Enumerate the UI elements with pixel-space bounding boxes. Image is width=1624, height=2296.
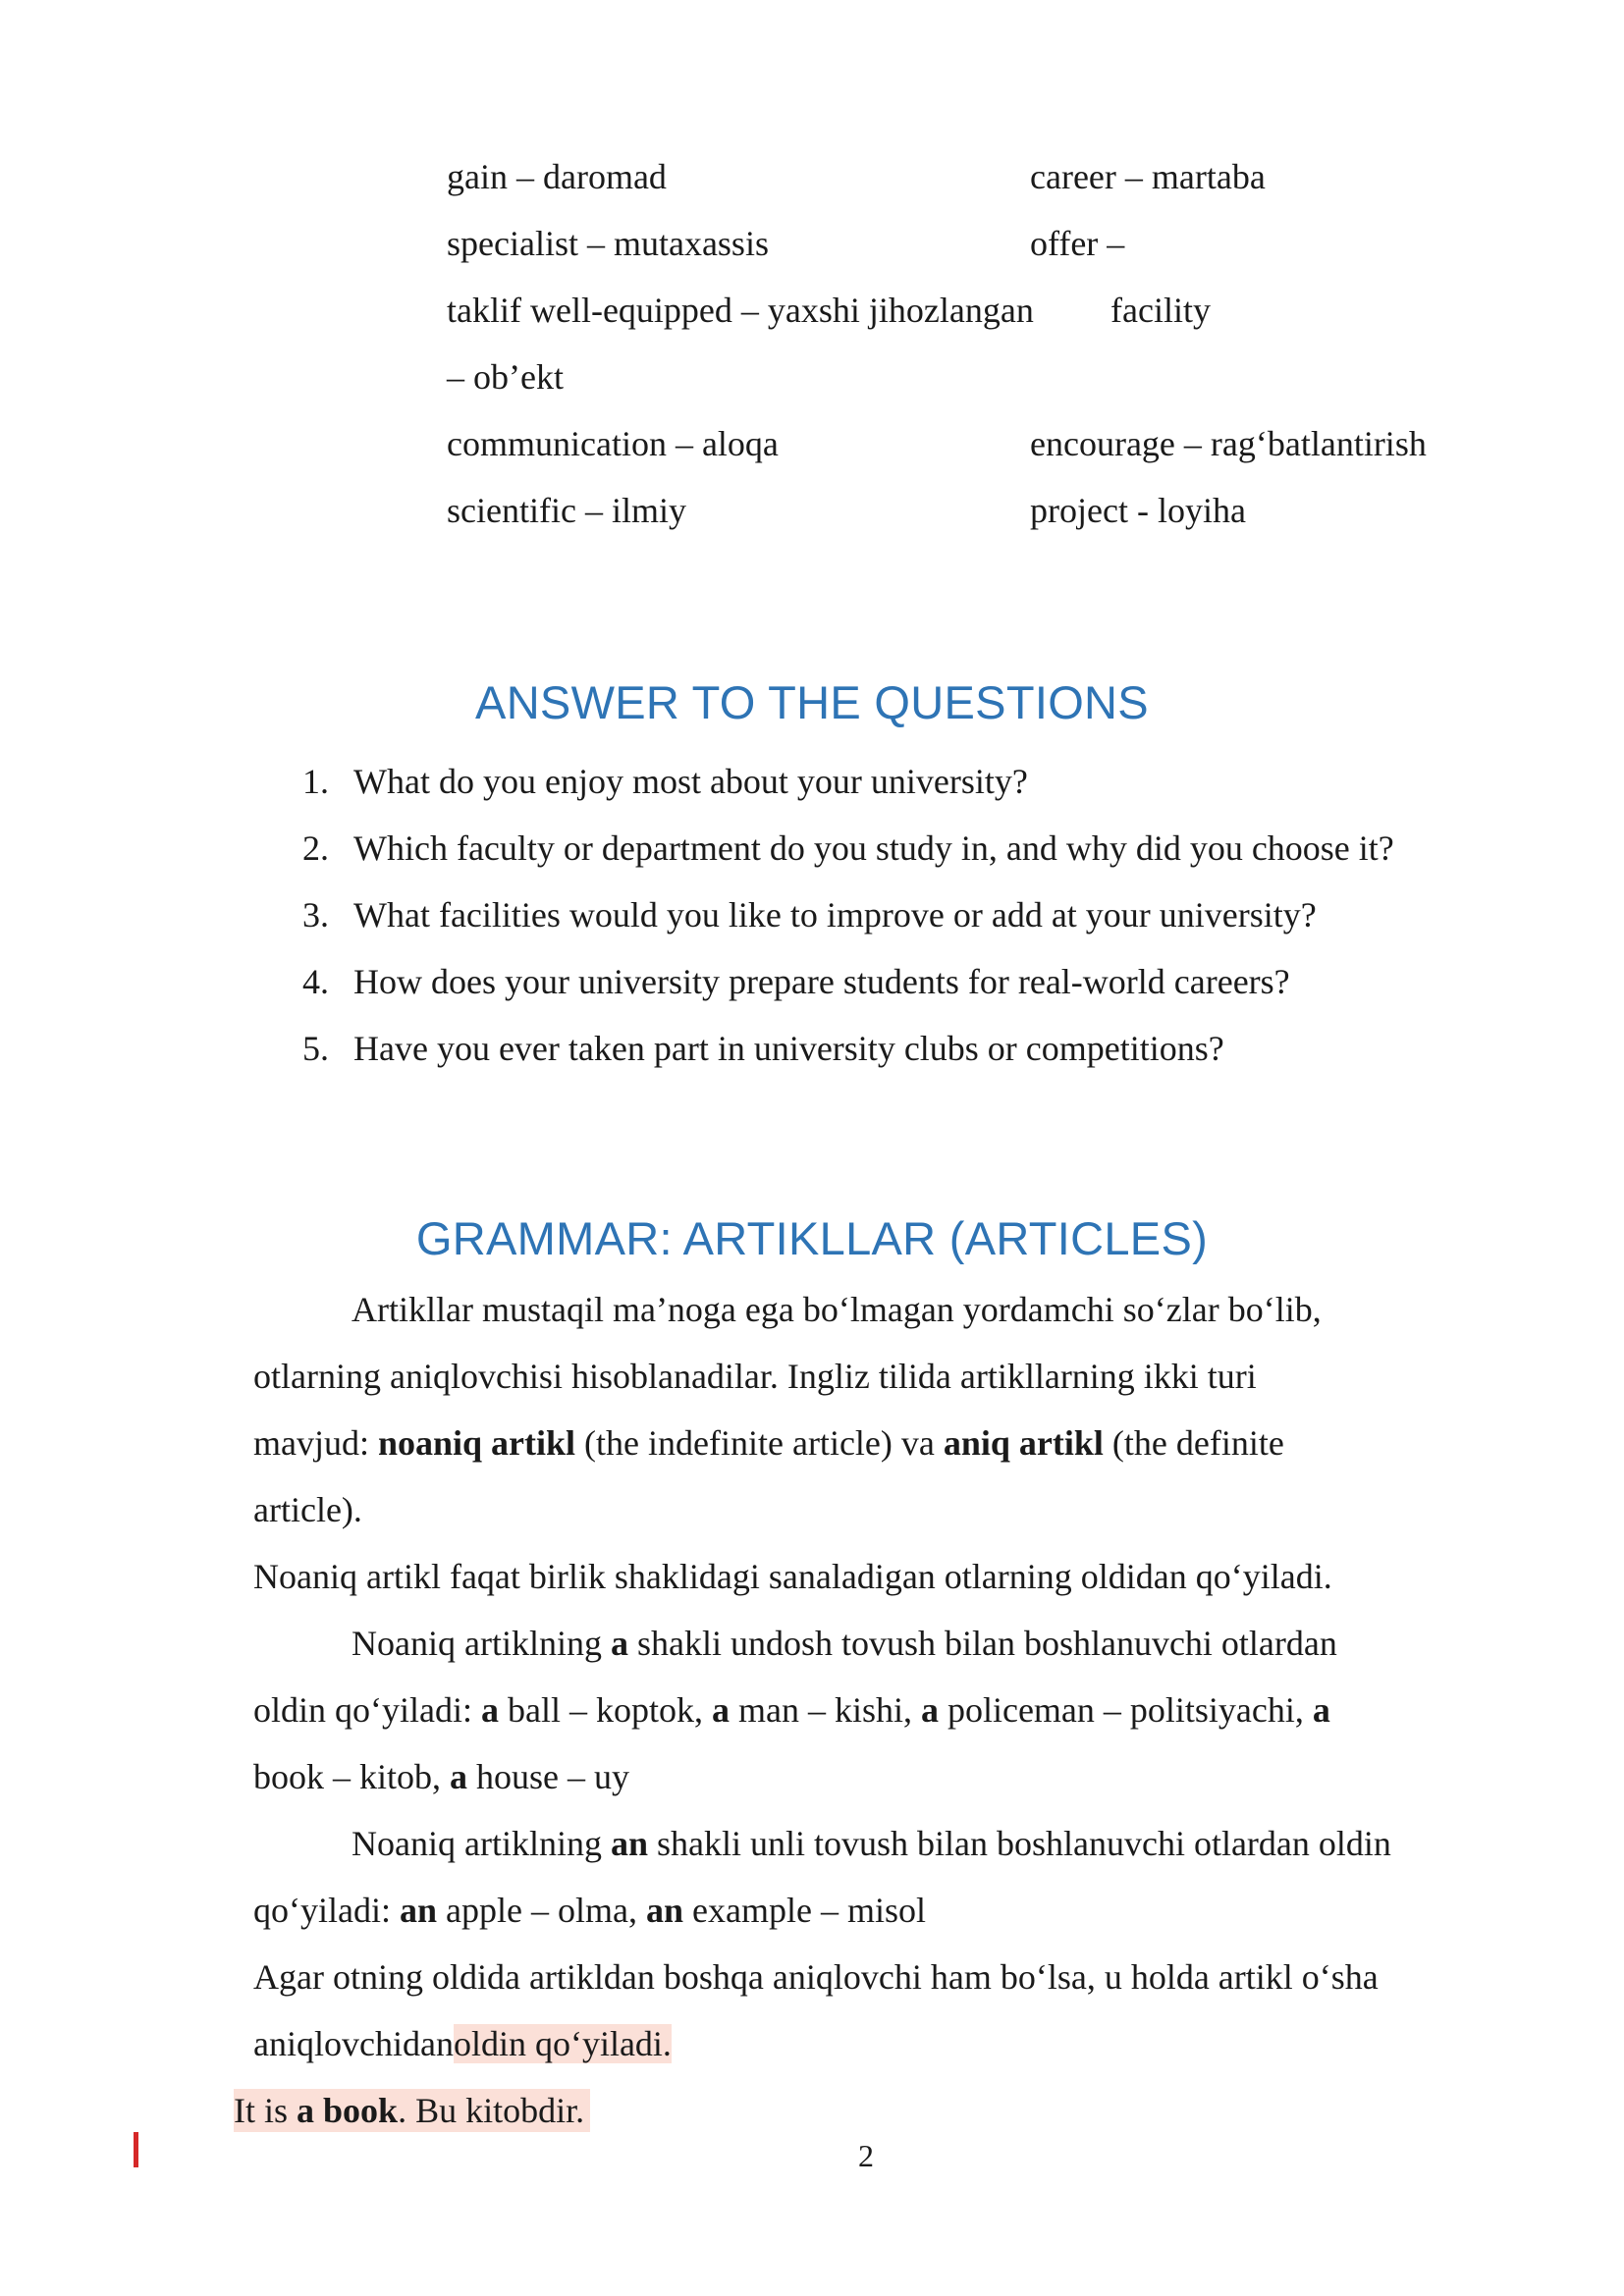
grammar-paragraph-line [253, 1555, 1332, 1598]
text-run: (the indefinite article) va [575, 1423, 944, 1463]
bold-term: an [610, 1824, 648, 1863]
text-run: policeman – politsiyachi, [938, 1690, 1313, 1730]
text-run: Artikllar mustaqil ma’noga ega bo‘lmagan yordamchi so‘zlar bo‘lib, [352, 1290, 1322, 1329]
text-run: man – kishi, [729, 1690, 921, 1730]
text-run: shakli unli tovush bilan boshlanuvchi otlardan oldin [647, 1824, 1391, 1863]
grammar-paragraph-line [253, 2022, 672, 2065]
text-run: Noaniq artikl faqat birlik shaklidagi sanaladigan otlarning oldidan qo‘yiladi. [253, 1557, 1332, 1596]
vocab-offer: offer – [1030, 224, 1125, 263]
vocab-communication: communication – aloqa [447, 424, 779, 463]
questions-heading: ANSWER TO THE QUESTIONS [475, 676, 1149, 728]
text-run: Noaniq artiklning [352, 1624, 611, 1663]
text-run: otlarning aniqlovchisi hisoblanadilar. Ingliz tilida artikllarning ikki turi [253, 1357, 1257, 1396]
bold-term: aniq artikl [943, 1423, 1104, 1463]
text-run: shakli undosh tovush bilan boshlanuvchi otlardan [627, 1624, 1337, 1663]
question-number: 4. [302, 962, 329, 1001]
bold-term: a [450, 1757, 468, 1796]
text-run: mavjud: [253, 1423, 378, 1463]
vocab-obekt: – ob’ekt [447, 357, 564, 397]
text-run: . Bu kitobdir. [398, 2091, 585, 2130]
vocab-taklif-line: taklif well-equipped – yaxshi jihozlangan [447, 291, 1034, 330]
text-run: qo‘yiladi: [253, 1891, 400, 1930]
bold-term: an [399, 1891, 438, 1930]
text-run: It is [234, 2091, 298, 2130]
question-item [302, 893, 1530, 936]
grammar-paragraph-line [253, 1755, 629, 1798]
grammar-paragraph-line [253, 1355, 1257, 1398]
bold-term: a [610, 1624, 628, 1663]
vocab-facility: facility [1110, 291, 1211, 330]
question-item [302, 760, 1530, 803]
vocab-project: project - loyiha [1030, 491, 1246, 530]
bold-term: a [920, 1690, 939, 1730]
text-run: house – uy [467, 1757, 630, 1796]
highlighted-text: oldin qo‘yiladi. [453, 2024, 672, 2063]
question-number: 5. [302, 1029, 329, 1068]
grammar-paragraph-line [253, 1889, 926, 1932]
grammar-paragraph-line [352, 1622, 1337, 1665]
vocab-encourage: encourage – rag‘batlantirish [1030, 424, 1427, 463]
question-text: Which faculty or department do you study in, and why did you choose it? [353, 828, 1394, 868]
page-number: 2 [858, 2138, 874, 2173]
question-number: 2. [302, 828, 329, 868]
bold-term: a book [297, 2091, 399, 2130]
grammar-paragraph-line [253, 1955, 1379, 1999]
example-sentence [234, 2089, 590, 2132]
question-number: 1. [302, 762, 329, 801]
bold-term: a [711, 1690, 730, 1730]
grammar-paragraph-line [253, 1488, 362, 1531]
question-item [302, 1027, 1530, 1070]
vocab-gain: gain – daromad [447, 157, 667, 196]
vocab-scientific: scientific – ilmiy [447, 491, 686, 530]
text-run: ball – koptok, [498, 1690, 712, 1730]
text-run: article). [253, 1490, 362, 1529]
text-run: apple – olma, [437, 1891, 646, 1930]
vocab-career: career – martaba [1030, 157, 1266, 196]
bold-term: a [1312, 1690, 1330, 1730]
text-run: oldin qo‘yiladi: [253, 1690, 481, 1730]
text-run: book – kitob, [253, 1757, 451, 1796]
text-run: Noaniq artiklning [352, 1824, 611, 1863]
bold-term: an [645, 1891, 683, 1930]
grammar-heading: GRAMMAR: ARTIKLLAR (ARTICLES) [415, 1212, 1209, 1264]
grammar-paragraph-line [253, 1688, 1330, 1732]
text-run: (the definite [1103, 1423, 1284, 1463]
grammar-paragraph-line [352, 1288, 1322, 1331]
text-run: Agar otning oldida artikldan boshqa aniqlovchi ham bo‘lsa, u holda artikl o‘sha [253, 1957, 1379, 1997]
question-text: Have you ever taken part in university clubs or competitions? [353, 1029, 1224, 1068]
question-item [302, 960, 1530, 1003]
text-run: example – misol [683, 1891, 926, 1930]
grammar-paragraph-line [253, 1421, 1284, 1465]
bold-term: noaniq artikl [377, 1423, 576, 1463]
question-text: How does your university prepare students for real-world careers? [353, 962, 1290, 1001]
bold-term: a [480, 1690, 499, 1730]
question-item [302, 827, 1530, 870]
question-text: What do you enjoy most about your university? [353, 762, 1028, 801]
question-text: What facilities would you like to improve or add at your university? [353, 895, 1317, 934]
question-number: 3. [302, 895, 329, 934]
text-run: aniqlovchidan [253, 2024, 454, 2063]
vocab-specialist: specialist – mutaxassis [447, 224, 769, 263]
grammar-paragraph-line [352, 1822, 1391, 1865]
